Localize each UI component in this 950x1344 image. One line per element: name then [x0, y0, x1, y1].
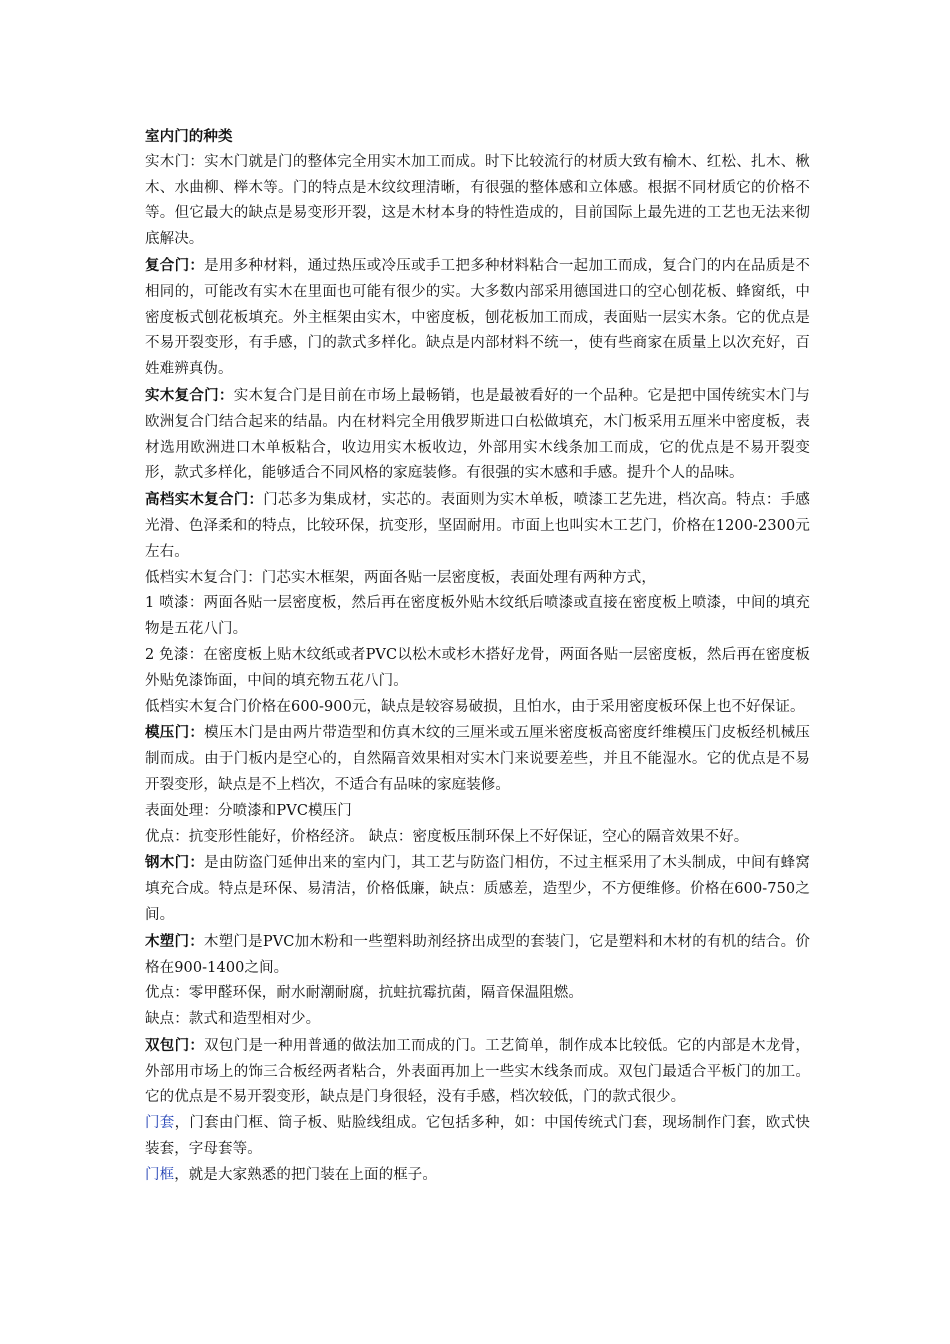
paragraph-heading: 双包门：	[145, 1036, 205, 1054]
paragraph-molded-door	[145, 720, 810, 798]
paragraph-door-frame	[145, 1163, 810, 1189]
paragraph-wood-plastic-door	[145, 929, 810, 982]
paragraph-solid-wood-composite-door	[145, 383, 810, 487]
paragraph-composite-door	[145, 253, 810, 383]
paragraph-text: 2 免漆：在密度板上贴木纹纸或者PVC以松木或杉木搭好龙骨，两面各贴一层密度板，然后再在密度板外贴免漆饰面，中间的填充物五花八门。	[145, 646, 810, 689]
paragraph-heading: 钢木门：	[145, 854, 205, 872]
paragraph-text: 模压木门是由两片带造型和仿真木纹的三厘米或五厘米密度板高密度纤维模压门皮板经机械压制而成。由于门板内是空心的，自然隔音效果相对实木门来说要差些，并且不能湿水。它的优点是不易开裂变形，缺点是不上档次，不适合有品味的家庭装修。	[145, 725, 810, 793]
paragraph-spray-paint	[145, 591, 810, 643]
paragraph-wood-plastic-pros	[145, 981, 810, 1007]
paragraph-door-casing	[145, 1111, 810, 1163]
paragraph-double-clad-door	[145, 1033, 810, 1111]
paragraph-solid-wood-door	[145, 150, 810, 253]
paragraph-heading: 木塑门：	[145, 932, 204, 950]
paragraph-text: 缺点：款式和造型相对少。	[145, 1011, 321, 1028]
paragraph-text: 优点：零甲醛环保，耐水耐潮耐腐，抗蛀抗霉抗菌，隔音保温阻燃。	[145, 985, 583, 1002]
paragraph-text: ，就是大家熟悉的把门装在上面的框子。	[174, 1166, 438, 1183]
paragraph-text: 是由防盗门延伸出来的室内门，其工艺与防盗门相仿，不过主框采用了木头制成，中间有蜂窝填充合成。特点是环保、易清洁，价格低廉，缺点：质感差，造型少，不方便维修。价格在600-750之间。	[145, 855, 810, 923]
paragraph-text: 是用多种材料，通过热压或冷压或手工把多种材料粘合一起加工而成，复合门的内在品质是不相同的，可能改有实木在里面也可能有很少的实。大多数内部采用德国进口的空心刨花板、蜂窗纸，中密度板式刨花板填充。外主框架由实木，中密度板，刨花板加工而成，表面贴一层实木条。它的优点是不易开裂变形，有手感，门的款式多样化。缺点是内部材料不统一，使有些商家在质量上以次充好，百姓难辨真伪。	[145, 257, 810, 378]
paragraph-text: ，门套由门框、筒子板、贴脸线组成。它包括多种，如：中国传统式门套，现场制作门套，欧式快装套，字母套等。	[145, 1115, 811, 1158]
paragraph-text: 表面处理：分喷漆和PVC模压门	[145, 802, 352, 819]
paragraph-surface-treatment	[145, 799, 810, 825]
paragraph-text: 1 喷漆：两面各贴一层密度板，然后再在密度板外贴木纹纸后喷漆或直接在密度板上喷漆，中间的填充物是五花八门。	[145, 595, 810, 638]
paragraph-steel-wood-door	[145, 850, 810, 928]
paragraph-text: 优点：抗变形性能好，价格经济。 缺点：密度板压制环保上不好保证，空心的隔音效果不好。	[145, 828, 749, 845]
paragraph-text: 木塑门是PVC加木粉和一些塑料助剂经挤出成型的套装门，它是塑料和木材的有机的结合。价格在900-1400之间。	[145, 933, 810, 976]
paragraph-molded-pros-cons	[145, 825, 810, 851]
paragraph-heading: 高档实木复合门：	[145, 491, 264, 509]
paragraph-text: 双包门是一种用普通的做法加工而成的门。工艺简单，制作成本比较低。它的内部是木龙骨，外部用市场上的饰三合板经两者粘合，外表面再加上一些实木线条而成。双包门最适合平板门的加工。它的优点是不易开裂变形，缺点是门身很轻，没有手感，档次较低，门的款式很少。	[145, 1037, 810, 1106]
paragraph-low-grade-composite-door	[145, 566, 810, 592]
paragraph-paint-free	[145, 643, 810, 695]
document-page	[145, 124, 810, 1189]
paragraph-high-grade-composite-door	[145, 487, 810, 565]
paragraph-low-grade-price	[145, 695, 810, 721]
paragraph-text: 实木复合门是目前在市场上最畅销，也是最被看好的一个品种。它是把中国传统实木门与欧洲复合门结合起来的结晶。内在材料完全用俄罗斯进口白松做填充，木门板采用五厘米中密度板，表材选用欧洲进口木单板粘合，收边用实木板收边，外部用实木线条加工而成，它的优点是不易开裂变形，款式多样化，能够适合不同风格的家庭装修。有很强的实木感和手感。提升个人的品味。	[145, 387, 810, 482]
paragraph-heading: 复合门：	[145, 256, 205, 274]
document-title: 室内门的种类	[145, 128, 233, 145]
door-casing-link[interactable]: 门套	[145, 1115, 175, 1132]
paragraph-heading: 实木复合门：	[145, 386, 234, 404]
paragraph-text: 低档实木复合门：门芯实木框架，两面各贴一层密度板，表面处理有两种方式，	[145, 569, 656, 586]
paragraph-wood-plastic-cons	[145, 1007, 810, 1033]
paragraph-heading: 模压门：	[145, 724, 205, 742]
paragraph-text: 门芯多为集成材，实芯的。表面则为实木单板，喷漆工艺先进，档次高。特点：手感光滑、色泽柔和的特点，比较环保，抗变形，坚固耐用。市面上也叫实木工艺门，价格在1200-2300元左右。	[145, 492, 810, 560]
door-frame-link[interactable]: 门框	[145, 1166, 175, 1183]
paragraph-text: 实木门：实木门就是门的整体完全用实木加工而成。时下比较流行的材质大致有榆木、红松、扎木、楸木、水曲柳、榉木等。门的特点是木纹纹理清晰，有很强的整体感和立体感。根据不同材质它的价格不等。但它最大的缺点是易变形开裂，这是木材本身的特性造成的，目前国际上最先进的工艺也无法来彻底解决。	[145, 153, 810, 248]
paragraph-text: 低档实木复合门价格在600-900元，缺点是较容易破损，且怕水，由于采用密度板环保上也不好保证。	[145, 698, 805, 715]
